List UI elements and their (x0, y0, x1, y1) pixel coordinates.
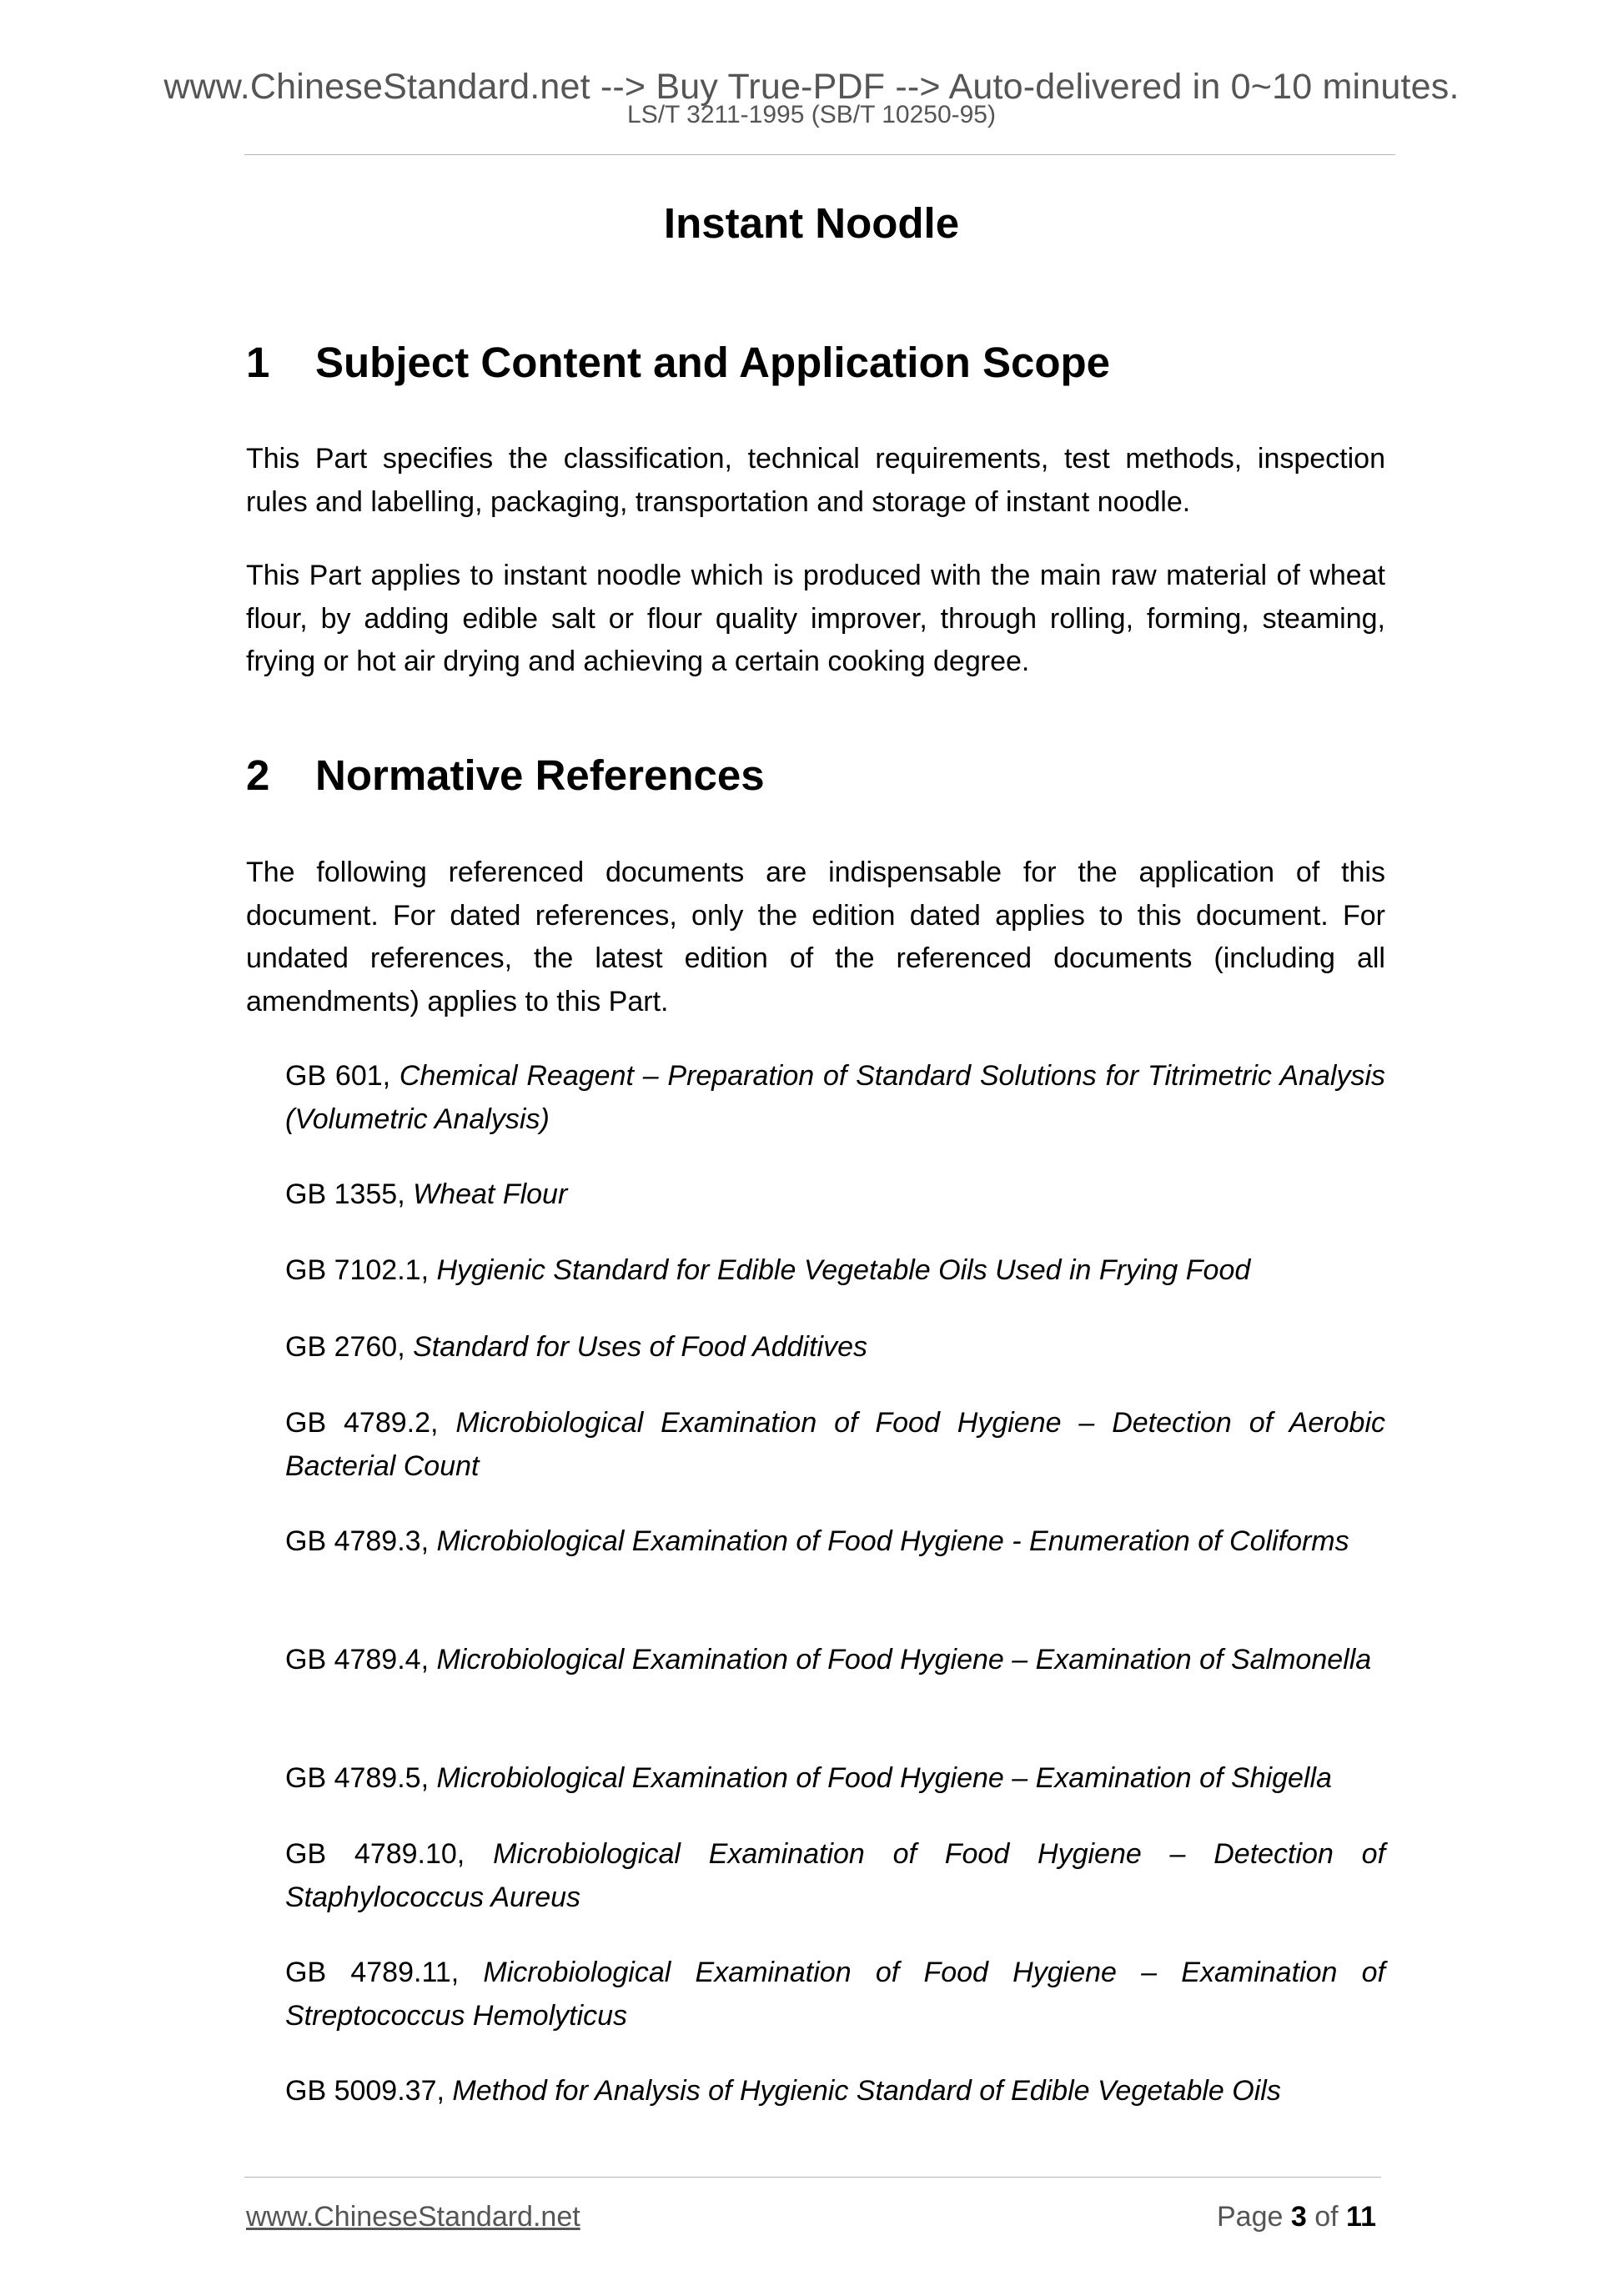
reference-code: GB 7102.1, (285, 1254, 430, 1286)
document-title: Instant Noodle (663, 199, 960, 247)
reference-item (285, 1520, 1385, 1564)
reference-title: Chemical Reagent – Preparation of Standard Solutions for Titrimetric Analysis (Volumetric Analysis) (285, 1060, 1386, 1135)
reference-item (285, 1639, 1385, 1682)
page-word: Page (1217, 2201, 1284, 2233)
reference-code: GB 4789.4, (285, 1644, 430, 1676)
standard-code: LS/T 3211-1995 (SB/T 10250-95) (627, 101, 996, 128)
reference-item (285, 1952, 1385, 2037)
section-1-heading (246, 338, 1110, 388)
header-banner[interactable]: www.ChineseStandard.net --> Buy True-PDF --> Auto-delivered in 0~10 minutes. (163, 67, 1460, 107)
reference-code: GB 5009.37, (285, 2075, 445, 2107)
section-1-paragraph-1: This Part specifies the classification, technical requirements, test methods, inspection rules and labelling, packaging, transportation and storage of instant noodle. (246, 443, 1385, 518)
section-2-paragraph-1: The following referenced documents are indispensable for the application of this document. For dated references, only the edition dated applies to this document. For undated references, the latest edition of the referenced documents (including all amendments) applies to this Part. (246, 857, 1385, 1017)
page-number (1201, 2199, 1376, 2234)
reference-code: GB 601, (285, 1060, 391, 1092)
reference-item (285, 1055, 1385, 1141)
reference-code: GB 4789.11, (285, 1957, 460, 1988)
reference-item (285, 1402, 1385, 1488)
reference-title: Microbiological Examination of Food Hygiene - Enumeration of Coliforms (436, 1525, 1349, 1557)
section-1-number: 1 (246, 339, 270, 386)
page-of: of (1314, 2201, 1339, 2233)
reference-item (285, 1326, 1385, 1369)
reference-title: Microbiological Examination of Food Hygiene – Detection of Aerobic Bacterial Count (285, 1407, 1386, 1482)
header-divider (244, 154, 1395, 155)
reference-title: Microbiological Examination of Food Hygiene – Examination of Salmonella (436, 1644, 1372, 1676)
reference-code: GB 4789.3, (285, 1525, 430, 1557)
reference-code: GB 4789.2, (285, 1407, 439, 1439)
page-current: 3 (1290, 2201, 1307, 2233)
reference-item (285, 1249, 1385, 1293)
reference-title: Method for Analysis of Hygienic Standard of Edible Vegetable Oils (452, 2075, 1281, 2107)
section-1-paragraph-2: This Part applies to instant noodle which is produced with the main raw material of wheat flour, by adding edible salt or flour quality improver, through rolling, forming, steaming, frying or hot air drying and achieving a certain cooking degree. (246, 560, 1385, 677)
section-2-number: 2 (246, 751, 270, 799)
section-2-heading (246, 751, 765, 801)
reference-item (285, 1757, 1385, 1801)
reference-code: GB 4789.5, (285, 1762, 430, 1794)
reference-code: GB 2760, (285, 1331, 405, 1363)
page-total: 11 (1346, 2201, 1376, 2233)
reference-item (285, 1173, 1385, 1217)
reference-title: Standard for Uses of Food Additives (413, 1331, 868, 1363)
reference-code: GB 1355, (285, 1178, 405, 1210)
reference-item (285, 1833, 1385, 1919)
reference-title: Hygienic Standard for Edible Vegetable Oils Used in Frying Food (436, 1254, 1251, 1286)
footer-site-link[interactable]: www.ChineseStandard.net (246, 2201, 580, 2233)
reference-item (285, 2070, 1385, 2113)
section-1-title: Subject Content and Application Scope (315, 339, 1110, 386)
reference-title: Wheat Flour (413, 1178, 568, 1210)
footer-divider (244, 2177, 1381, 2178)
reference-title: Microbiological Examination of Food Hygiene – Examination of Streptococcus Hemolyticus (285, 1957, 1385, 2032)
section-2-title: Normative References (315, 751, 765, 799)
reference-title: Microbiological Examination of Food Hygiene – Detection of Staphylococcus Aureus (285, 1838, 1386, 1913)
reference-code: GB 4789.10, (285, 1838, 465, 1870)
reference-title: Microbiological Examination of Food Hygiene – Examination of Shigella (436, 1762, 1332, 1794)
